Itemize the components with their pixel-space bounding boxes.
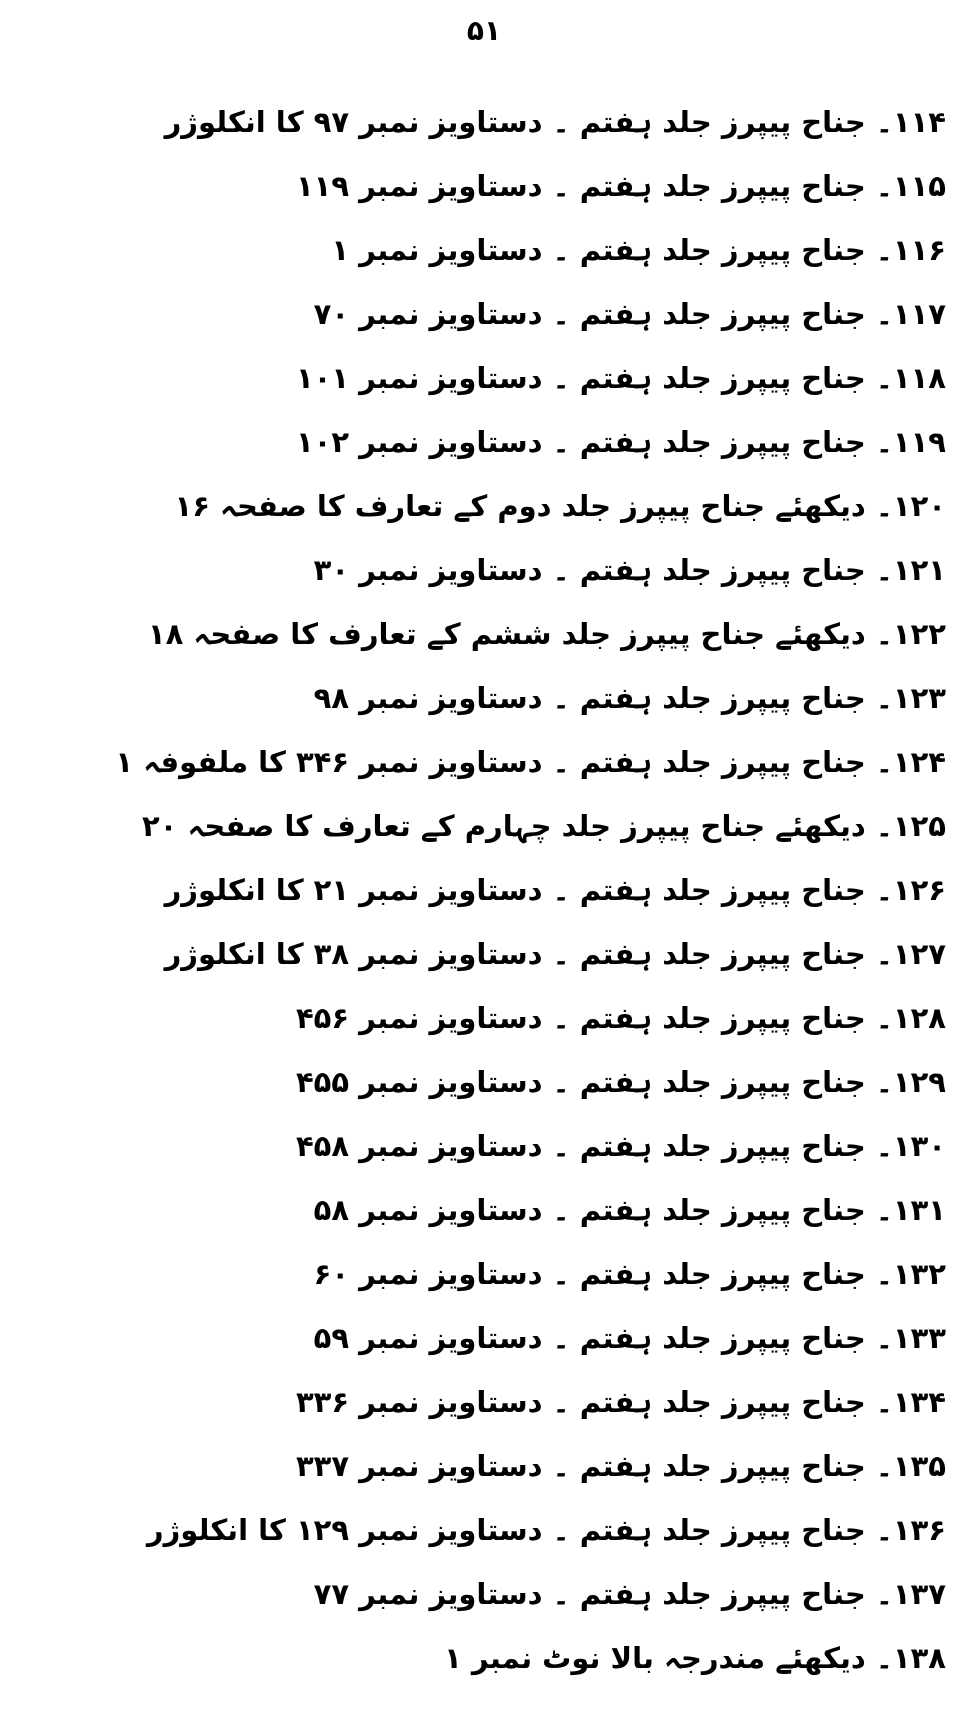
footnote-120: ۱۲۰۔ دیکھئے جناح پیپرز جلد دوم کے تعارف کا صفحہ ۱۶ [174, 489, 946, 523]
footnote-133: ۱۳۳۔ جناح پیپرز جلد ہفتم ۔ دستاویز نمبر ۵۹ [313, 1321, 946, 1355]
footnote-122: ۱۲۲۔ دیکھئے جناح پیپرز جلد ششم کے تعارف کا صفحہ ۱۸ [147, 617, 946, 651]
footnote-134: ۱۳۴۔ جناح پیپرز جلد ہفتم ۔ دستاویز نمبر ۳۳۶ [295, 1385, 946, 1419]
footnote-125: ۱۲۵۔ دیکھئے جناح پیپرز جلد چہارم کے تعارف کا صفحہ ۲۰ [141, 809, 946, 843]
footnote-132: ۱۳۲۔ جناح پیپرز جلد ہفتم ۔ دستاویز نمبر ۶۰ [313, 1257, 946, 1291]
footnote-126: ۱۲۶۔ جناح پیپرز جلد ہفتم ۔ دستاویز نمبر ۲۱ کا انکلوژر [164, 873, 946, 907]
footnote-121: ۱۲۱۔ جناح پیپرز جلد ہفتم ۔ دستاویز نمبر ۳۰ [313, 553, 946, 587]
footnote-116: ۱۱۶۔ جناح پیپرز جلد ہفتم ۔ دستاویز نمبر ۱ [331, 233, 946, 267]
footnote-136: ۱۳۶۔ جناح پیپرز جلد ہفتم ۔ دستاویز نمبر ۱۲۹ کا انکلوژر [146, 1513, 946, 1547]
footnote-123: ۱۲۳۔ جناح پیپرز جلد ہفتم ۔ دستاویز نمبر ۹۸ [313, 681, 946, 715]
footnote-124: ۱۲۴۔ جناح پیپرز جلد ہفتم ۔ دستاویز نمبر ۳۴۶ کا ملفوفہ ۱ [115, 745, 946, 779]
footnote-118: ۱۱۸۔ جناح پیپرز جلد ہفتم ۔ دستاویز نمبر ۱۰۱ [295, 361, 946, 395]
footnote-117: ۱۱۷۔ جناح پیپرز جلد ہفتم ۔ دستاویز نمبر ۷۰ [313, 297, 946, 331]
footnote-128: ۱۲۸۔ جناح پیپرز جلد ہفتم ۔ دستاویز نمبر ۴۵۶ [295, 1001, 946, 1035]
footnote-127: ۱۲۷۔ جناح پیپرز جلد ہفتم ۔ دستاویز نمبر ۳۸ کا انکلوژر [164, 937, 946, 971]
footnote-list [115, 90, 946, 1690]
footnote-114: ۱۱۴۔ جناح پیپرز جلد ہفتم ۔ دستاویز نمبر ۹۷ کا انکلوژر [164, 105, 946, 139]
footnote-137: ۱۳۷۔ جناح پیپرز جلد ہفتم ۔ دستاویز نمبر ۷۷ [313, 1577, 946, 1611]
footnote-135: ۱۳۵۔ جناح پیپرز جلد ہفتم ۔ دستاویز نمبر ۳۳۷ [295, 1449, 946, 1483]
footnote-138: ۱۳۸۔ دیکھئے مندرجہ بالا نوٹ نمبر ۱ [444, 1641, 946, 1675]
footnote-129: ۱۲۹۔ جناح پیپرز جلد ہفتم ۔ دستاویز نمبر ۴۵۵ [295, 1065, 946, 1099]
footnote-130: ۱۳۰۔ جناح پیپرز جلد ہفتم ۔ دستاویز نمبر ۴۵۸ [295, 1129, 946, 1163]
footnote-115: ۱۱۵۔ جناح پیپرز جلد ہفتم ۔ دستاویز نمبر ۱۱۹ [295, 169, 946, 203]
page-number: ۵۱ [466, 14, 502, 47]
footnote-131: ۱۳۱۔ جناح پیپرز جلد ہفتم ۔ دستاویز نمبر ۵۸ [313, 1193, 946, 1227]
footnote-119: ۱۱۹۔ جناح پیپرز جلد ہفتم ۔ دستاویز نمبر ۱۰۲ [295, 425, 946, 459]
